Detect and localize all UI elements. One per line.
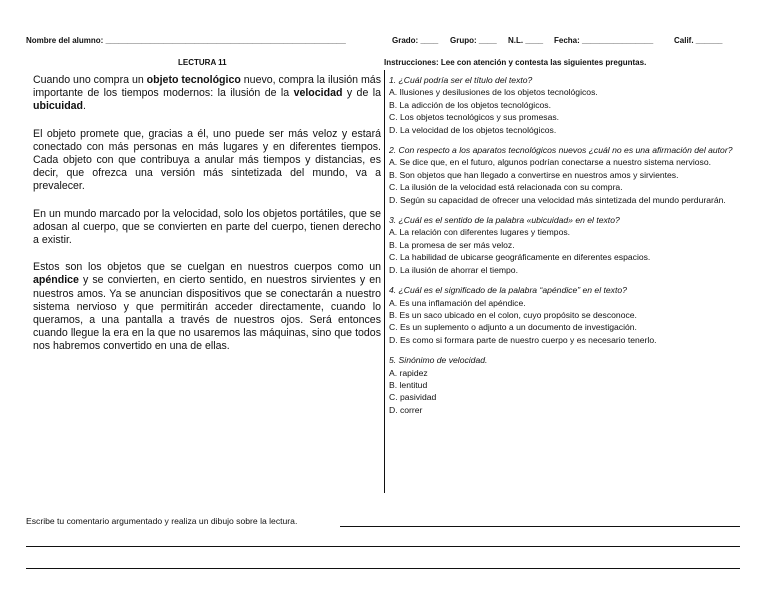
group-field[interactable]: Grupo: ____ xyxy=(450,36,497,45)
option-d[interactable]: D. Según su capacidad de ofrecer una velocidad más sintetizada del mundo perdurarán. xyxy=(389,194,726,205)
option-c[interactable]: C. La ilusión de la velocidad está relacionada con su compra. xyxy=(389,182,623,193)
option-d[interactable]: D. La ilusión de ahorrar el tiempo. xyxy=(389,264,518,275)
bold-term-ubicuidad: ubicuidad xyxy=(33,100,84,113)
comment-line-1[interactable] xyxy=(340,526,740,527)
question-stem: 5. Sinónimo de velocidad. xyxy=(389,355,488,366)
option-a[interactable]: A. Ilusiones y desilusiones de los objetos tecnológicos. xyxy=(389,87,598,98)
reading-paragraph-3: En un mundo marcado por la velocidad, solo los objetos portátiles, que se adosan al cuerpo, que se convierten en parte del cuerpo, tienen derecho a existir. xyxy=(33,207,381,247)
reading-paragraph-4: Estos son los objetos que se cuelgan en nuestros cuerpos como un apéndice y se convierten, en cierto sentido, en nuestros sirvientes y en nuestros amos. Ya se anuncian dispositivos que se conectarán a nuestro sistema nervioso y que permitirán acceder directamente, cuando lo queramos, a una pantalla a través de nuestros ojos. Será entonces cuando llegue la era en la que no usaremos las máquinas, sino que todos nos habremos convertido en una de ellas. xyxy=(33,261,381,353)
instructions: Instrucciones: Lee con atención y contesta las siguientes preguntas. xyxy=(384,58,647,67)
reading-text xyxy=(33,74,381,368)
grade-field[interactable]: Grado: ____ xyxy=(392,36,439,45)
reading-paragraph-1: Cuando uno compra un objeto tecnológico nuevo, compra la ilusión más importante de los tiempos modernos: la ilusión de la velocidad y de la ubicuidad. xyxy=(33,74,382,113)
option-b[interactable]: B. La promesa de ser más veloz. xyxy=(389,239,515,250)
bold-term-velocidad: velocidad xyxy=(293,87,343,100)
reading-paragraph-2: El objeto promete que, gracias a él, uno puede ser más veloz y estará conectado con más personas en más lugares y en diferentes tiempos. Cada objeto con que contribuya a anular más tiempos y distancias, es decir, que ofrezca una versión más sintetizada del mundo, va a prevalecer. xyxy=(33,127,381,193)
reading-title: LECTURA 11 xyxy=(178,58,227,67)
bold-term-apendice: apéndice xyxy=(33,274,79,287)
question-3 xyxy=(389,214,739,276)
question-2 xyxy=(389,144,739,206)
question-stem: 3. ¿Cuál es el sentido de la palabra «ubicuidad» en el texto? xyxy=(389,215,620,226)
option-d[interactable]: D. La velocidad de los objetos tecnológicos. xyxy=(389,124,557,135)
option-a[interactable]: A. La relación con diferentes lugares y tiempos. xyxy=(389,227,571,238)
question-stem: 4. ¿Cuál es el significado de la palabra “apéndice” en el texto? xyxy=(389,285,627,296)
option-d[interactable]: D. correr xyxy=(389,404,423,415)
option-d[interactable]: D. Es como si formara parte de nuestro cuerpo y es necesario tenerlo. xyxy=(389,334,657,345)
comment-line-3[interactable] xyxy=(26,568,740,569)
column-divider xyxy=(384,70,385,493)
question-5 xyxy=(389,354,739,416)
option-c[interactable]: C. Los objetos tecnológicos y sus promesas. xyxy=(389,112,560,123)
option-c[interactable]: C. pasividad xyxy=(389,392,437,403)
question-4 xyxy=(389,284,739,346)
questions-column xyxy=(389,74,739,424)
student-name-field[interactable]: Nombre del alumno: ______________________________________________________ xyxy=(26,36,346,45)
option-b[interactable]: B. La adicción de los objetos tecnológicos. xyxy=(389,99,551,110)
student-info-header xyxy=(26,36,346,45)
option-c[interactable]: C. Es un suplemento o adjunto a un documento de investigación. xyxy=(389,322,637,333)
option-b[interactable]: B. lentitud xyxy=(389,379,428,390)
question-1 xyxy=(389,74,739,136)
question-stem: 2. Con respecto a los aparatos tecnológicos nuevos ¿cuál no es una afirmación del autor? xyxy=(389,145,733,156)
option-c[interactable]: C. La habilidad de ubicarse geográficamente en diferentes espacios. xyxy=(389,252,651,263)
option-a[interactable]: A. rapidez xyxy=(389,367,428,378)
option-a[interactable]: A. Se dice que, en el futuro, algunos podrían conectarse a nuestro sistema nervioso. xyxy=(389,157,711,168)
question-stem: 1. ¿Cuál podría ser el título del texto? xyxy=(389,75,533,85)
date-field[interactable]: Fecha: ________________ xyxy=(554,36,654,45)
bold-term-objeto-tecnologico: objeto tecnológico xyxy=(146,74,241,86)
option-b[interactable]: B. Son objetos que han llegado a convertirse en nuestros amos y sirvientes. xyxy=(389,169,679,180)
comment-prompt: Escribe tu comentario argumentado y realiza un dibujo sobre la lectura. xyxy=(26,516,298,526)
option-a[interactable]: A. Es una inflamación del apéndice. xyxy=(389,297,526,308)
score-field[interactable]: Calif. ______ xyxy=(674,36,723,45)
nl-field[interactable]: N.L. ____ xyxy=(508,36,544,45)
option-b[interactable]: B. Es un saco ubicado en el colon, cuyo propósito se desconoce. xyxy=(389,309,637,320)
comment-line-2[interactable] xyxy=(26,546,740,547)
